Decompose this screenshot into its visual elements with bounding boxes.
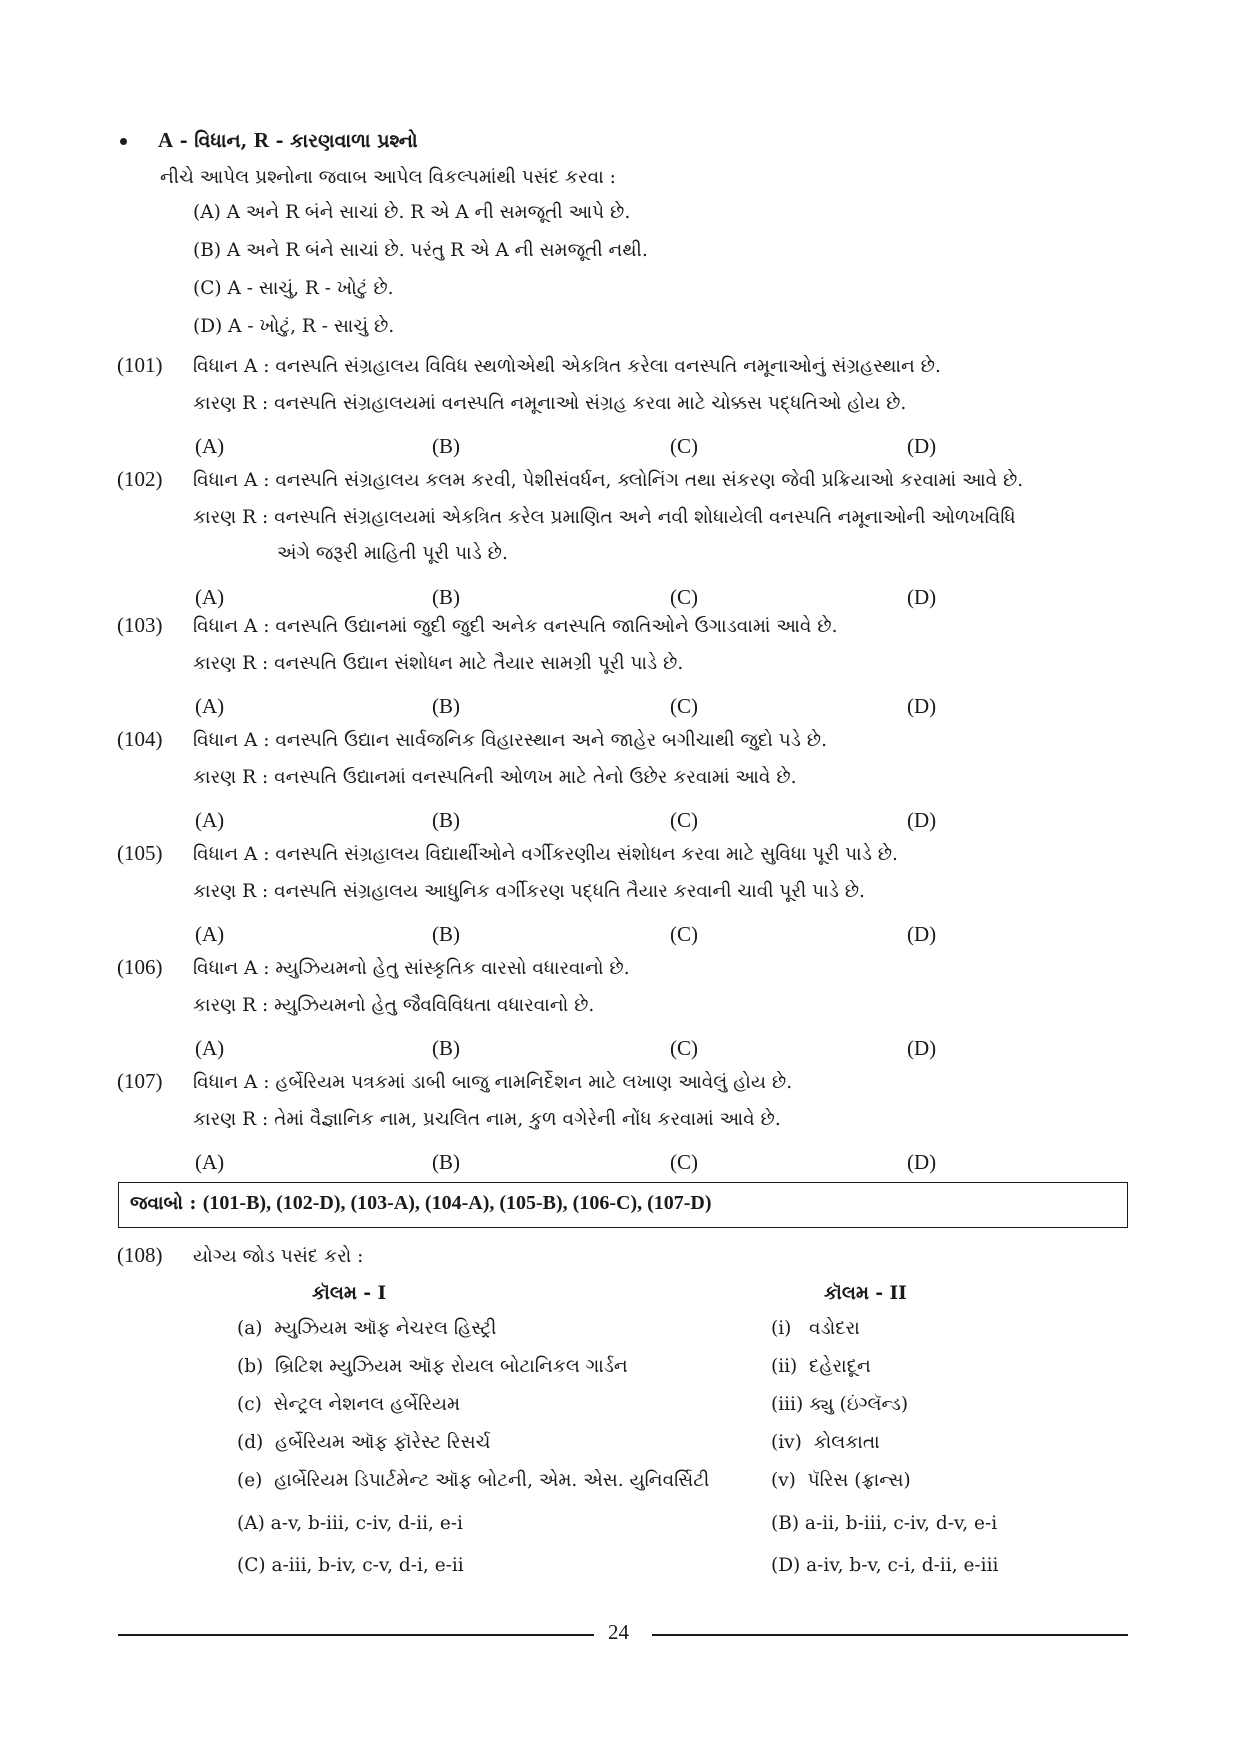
reason-r: કારણ R : તેમાં વૈજ્ઞાનિક નામ, પ્રચલિત નામ, કુળ વગેરેની નોંધ કરવામાં આવે છે. <box>193 1109 781 1130</box>
answer-choice: (B) <box>432 1036 460 1060</box>
answer-choice: (A) <box>195 585 225 609</box>
legend-option-b: (B) A અને R બંને સાચાં છે. પરંતુ R એ A ની સમજૂતી નથી. <box>193 240 648 261</box>
answer-choice: (A) <box>195 808 225 832</box>
column-2-item: (iv) કોલકાતા <box>771 1432 880 1453</box>
answer-choice: (A) <box>195 434 225 458</box>
question-number: (105) <box>117 841 163 865</box>
answer-key <box>130 1190 712 1217</box>
question-number: (106) <box>117 955 163 979</box>
answer-choice: (C) <box>670 434 698 458</box>
answer-choice: (D) <box>907 585 937 609</box>
match-option-a: (A) a-v, b-iii, c-iv, d-ii, e-i <box>237 1513 463 1534</box>
section-title-r: R <box>253 128 270 152</box>
question-number: (104) <box>117 727 163 751</box>
bullet-icon <box>120 138 127 145</box>
answer-choice: (C) <box>670 922 698 946</box>
statement-a: વિધાન A : વનસ્પતિ ઉદ્યાનમાં જુદી જુદી અનેક વનસ્પતિ જાતિઓને ઉગાડવામાં આવે છે. <box>193 616 838 637</box>
answer-choice: (A) <box>195 1150 225 1174</box>
column-1-item: (a) મ્યુઝિયમ ઑફ નેચરલ હિસ્ટ્રી <box>237 1318 497 1339</box>
match-option-c: (C) a-iii, b-iv, c-v, d-i, e-ii <box>237 1555 464 1576</box>
answer-choice: (A) <box>195 922 225 946</box>
answer-choice: (D) <box>907 1150 937 1174</box>
statement-a: વિધાન A : હર્બેરિયમ પત્રકમાં ડાબી બાજુ નામનિર્દેશન માટે લખાણ આવેલું હોય છે. <box>193 1072 793 1093</box>
statement-a: વિધાન A : મ્યુઝિયમનો હેતુ સાંસ્કૃતિક વારસો વધારવાનો છે. <box>193 958 630 979</box>
answer-choice: (A) <box>195 694 225 718</box>
answer-choice: (D) <box>907 434 937 458</box>
answer-choice: (B) <box>432 922 460 946</box>
statement-a: વિધાન A : વનસ્પતિ ઉદ્યાન સાર્વજનિક વિહારસ્થાન અને જાહેર બગીચાથી જુદો પડે છે. <box>193 730 827 751</box>
section-title-a: A <box>158 128 174 152</box>
statement-a: વિધાન A : વનસ્પતિ સંગ્રહાલય વિવિધ સ્થળોએથી એકત્રિત કરેલા વનસ્પતિ નમૂનાઓનું સંગ્રહસ્થાન છે. <box>193 356 941 377</box>
column-2-item: (v) પૅરિસ (ફ્રાન્સ) <box>771 1470 911 1491</box>
reason-r: કારણ R : મ્યુઝિયમનો હેતુ જૈવવિવિધતા વધારવાનો છે. <box>193 995 595 1016</box>
match-option-d: (D) a-iv, b-v, c-i, d-ii, e-iii <box>771 1555 999 1576</box>
statement-a: વિધાન A : વનસ્પતિ સંગ્રહાલય વિદ્યાર્થીઓને વર્ગીકરણીય સંશોધન કરવા માટે સુવિધા પૂરી પાડે છે. <box>193 844 898 865</box>
instruction: નીચે આપેલ પ્રશ્નોના જવાબ આપેલ વિકલ્પમાંથી પસંદ કરવા : <box>160 167 616 188</box>
question-number: (101) <box>117 353 163 377</box>
section-title-rest: - વિધાન, <box>173 130 254 152</box>
answer-label: જવાબો : <box>130 1193 203 1214</box>
reason-r: કારણ R : વનસ્પતિ સંગ્રહાલયમાં વનસ્પતિ નમૂનાઓ સંગ્રહ કરવા માટે ચોક્કસ પદ્ધતિઓ હોય છે. <box>193 393 907 414</box>
section-title-end: - કારણવાળા પ્રશ્નો <box>269 130 418 152</box>
footer-rule-right <box>652 1634 1128 1636</box>
answer-choice: (D) <box>907 694 937 718</box>
reason-r: કારણ R : વનસ્પતિ ઉદ્યાન સંશોધન માટે તૈયાર સામગ્રી પૂરી પાડે છે. <box>193 653 684 674</box>
reason-r: કારણ R : વનસ્પતિ ઉદ્યાનમાં વનસ્પતિની ઓળખ માટે તેનો ઉછેર કરવામાં આવે છે. <box>193 767 797 788</box>
legend-option-a: (A) A અને R બંને સાચાં છે. R એ A ની સમજૂતી આપે છે. <box>193 202 631 223</box>
column-2-title: કૉલમ - II <box>824 1283 907 1304</box>
column-2-item: (ii) દહેરાદૂન <box>771 1356 871 1377</box>
section-title <box>158 128 418 153</box>
answer-choice: (C) <box>670 808 698 832</box>
answer-choice: (C) <box>670 1036 698 1060</box>
answer-choice: (C) <box>670 1150 698 1174</box>
answer-choice: (B) <box>432 808 460 832</box>
column-1-item: (c) સેન્ટ્રલ નેશનલ હર્બેરિયમ <box>237 1394 461 1415</box>
footer-rule-left <box>118 1634 594 1636</box>
column-2-item: (iii) ક્યુ (ઇંગ્લૅન્ડ) <box>771 1394 909 1415</box>
answer-choice: (A) <box>195 1036 225 1060</box>
answer-choice: (D) <box>907 922 937 946</box>
statement-a: વિધાન A : વનસ્પતિ સંગ્રહાલય કલમ કરવી, પેશીસંવર્ધન, ક્લોનિંગ તથા સંકરણ જેવી પ્રક્રિયાઓ કરવામાં આવે છે. <box>193 470 1024 491</box>
column-1-item: (b) બ્રિટિશ મ્યુઝિયમ ઑફ રોયલ બોટાનિકલ ગાર્ડન <box>237 1356 628 1377</box>
answer-choice: (B) <box>432 434 460 458</box>
legend-option-c: (C) A - સાચું, R - ખોટું છે. <box>193 278 394 299</box>
answer-choice: (D) <box>907 808 937 832</box>
answer-choice: (B) <box>432 585 460 609</box>
question-number: (102) <box>117 467 163 491</box>
legend-option-d: (D) A - ખોટું, R - સાચું છે. <box>193 316 395 337</box>
answer-choice: (D) <box>907 1036 937 1060</box>
answer-choice: (B) <box>432 694 460 718</box>
question-number: (103) <box>117 613 163 637</box>
answer-values: (101-B), (102-D), (103-A), (104-A), (105-B), (106-C), (107-D) <box>202 1192 712 1214</box>
question-number: (108) <box>117 1243 163 1267</box>
reason-r: કારણ R : વનસ્પતિ સંગ્રહાલય આધુનિક વર્ગીકરણ પદ્ધતિ તૈયાર કરવાની ચાવી પૂરી પાડે છે. <box>193 881 865 902</box>
question-number: (107) <box>117 1069 163 1093</box>
reason-r-continued: અંગે જરૂરી માહિતી પૂરી પાડે છે. <box>277 543 508 564</box>
match-option-b: (B) a-ii, b-iii, c-iv, d-v, e-i <box>771 1513 998 1534</box>
answer-choice: (C) <box>670 585 698 609</box>
match-prompt: યોગ્ય જોડ પસંદ કરો : <box>193 1246 364 1267</box>
column-1-item: (d) હર્બેરિયમ ઑફ ફૉરેસ્ટ રિસર્ચ <box>237 1432 491 1453</box>
column-1-title: કૉલમ - I <box>312 1283 387 1304</box>
column-2-item: (i) વડોદરા <box>771 1318 860 1339</box>
answer-choice: (C) <box>670 694 698 718</box>
page-number: 24 <box>608 1620 629 1644</box>
column-1-item: (e) હાર્બેરિયમ ડિપાર્ટમેન્ટ ઑફ બોટની, એમ. એસ. યુનિવર્સિટી <box>237 1470 710 1491</box>
answer-choice: (B) <box>432 1150 460 1174</box>
reason-r: કારણ R : વનસ્પતિ સંગ્રહાલયમાં એકત્રિત કરેલ પ્રમાણિત અને નવી શોધાયેલી વનસ્પતિ નમૂનાઓની ઓળખવિધિ <box>193 507 1016 528</box>
